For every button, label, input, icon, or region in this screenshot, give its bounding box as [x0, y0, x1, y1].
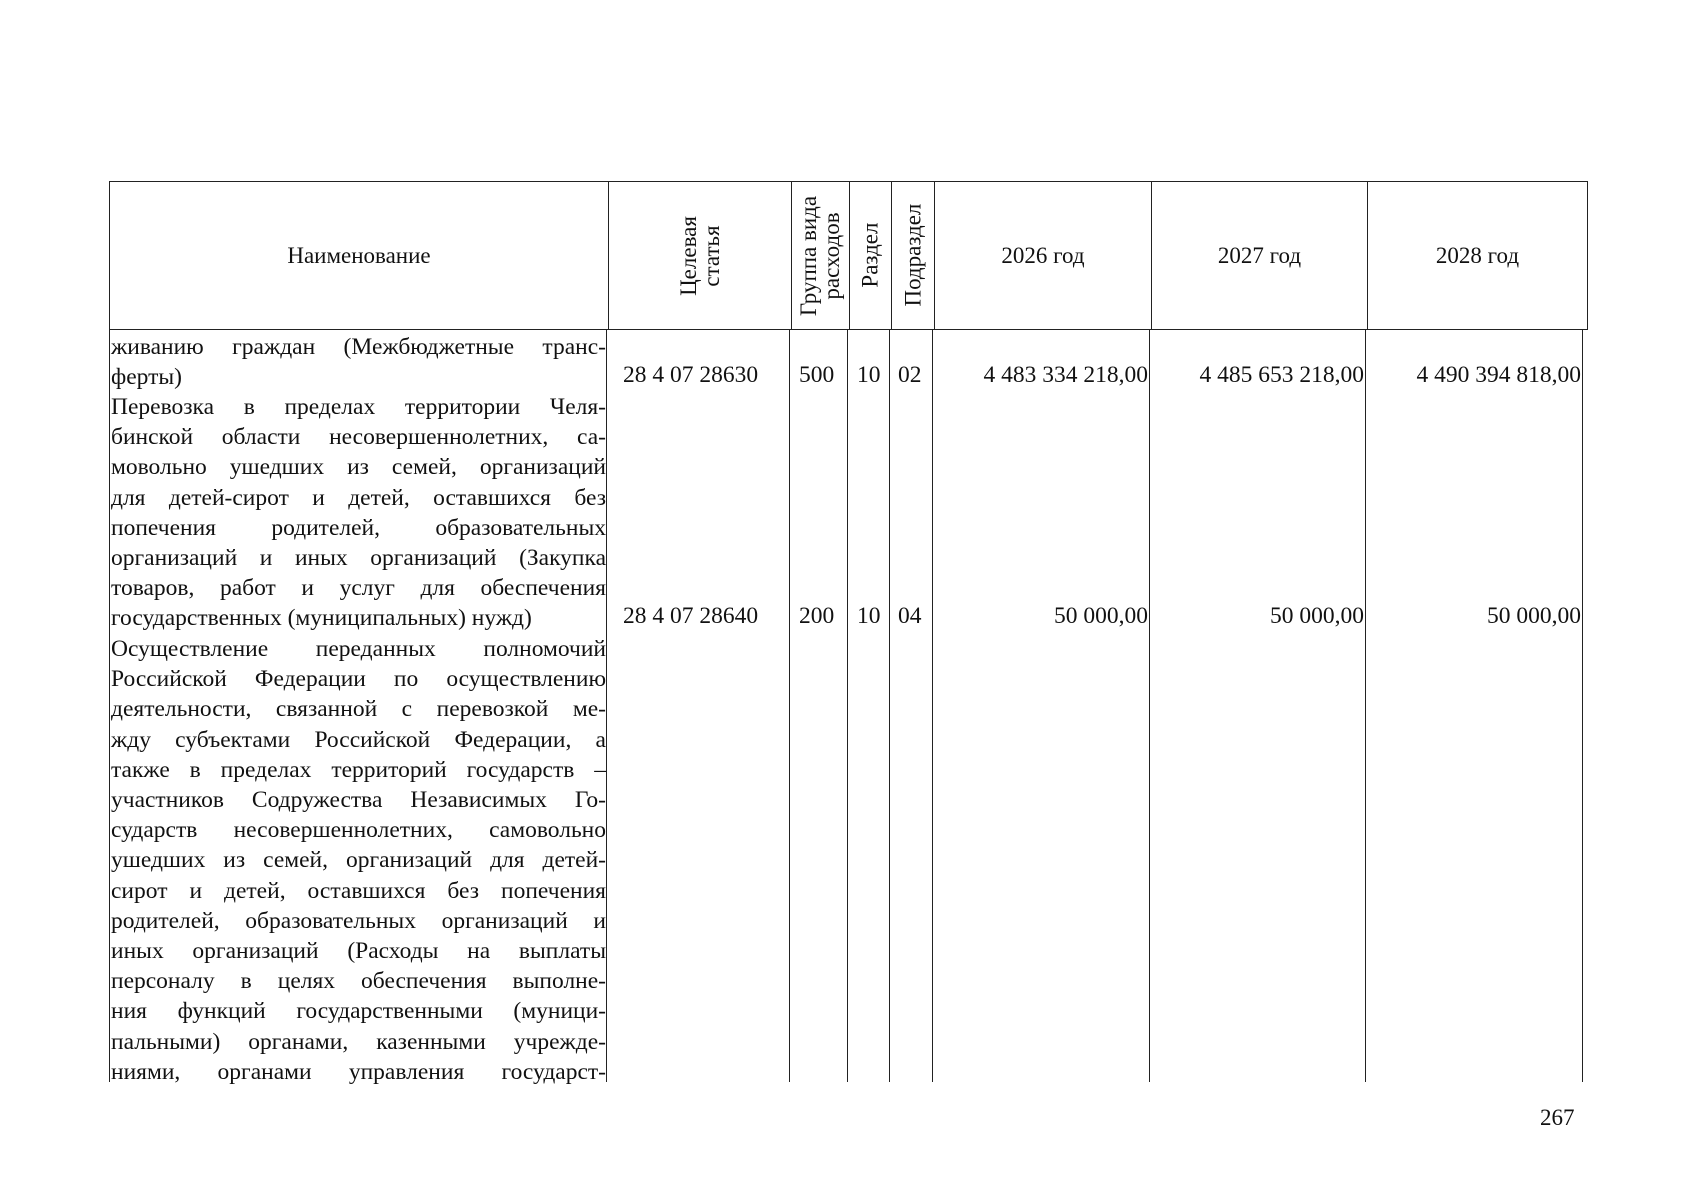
row-3-name-line-8: ушедших из семей, организаций для детей-	[111, 847, 606, 874]
header-expense-group-line-2: расходов	[819, 211, 845, 300]
header-section-label: Раздел	[857, 222, 883, 289]
row-1-2027: 4 485 653 218,00	[1199, 362, 1364, 388]
row-3-name-line-13: ния функций государственными (муници-	[111, 998, 606, 1025]
row-3-name-line-10: родителей, образовательных организаций и	[111, 907, 606, 934]
row-3-name-line-2: Российской Федерации по осуществлению	[111, 666, 606, 693]
rule-after-name	[606, 330, 607, 1082]
header-year-2026	[935, 182, 1152, 329]
row-2-2026: 50 000,00	[1054, 603, 1148, 629]
row-3-name	[111, 634, 606, 1087]
row-3-name-line-11: иных организаций (Расходы на выплаты	[111, 938, 606, 965]
header-target-article-line-1: Целевая	[675, 215, 701, 296]
header-subsection	[892, 182, 935, 329]
row-3-name-line-3: деятельности, связанной с перевозкой ме-	[111, 696, 606, 723]
header-target-article	[609, 182, 792, 329]
row-2-name-line-6: организаций и иных организаций (Закупка	[111, 545, 606, 572]
rule-after-subsection	[932, 330, 933, 1082]
header-expense-group-label	[798, 195, 844, 315]
row-2-2028: 50 000,00	[1487, 603, 1581, 629]
row-3-name-line-6: участников Содружества Независимых Го-	[111, 787, 606, 814]
row-1-section: 10	[857, 362, 881, 388]
row-3-name-line-7: сударств несовершеннолетних, самовольно	[111, 817, 606, 844]
row-1-name-line-2: ферты)	[111, 364, 182, 391]
rule-after-2027	[1365, 330, 1366, 1082]
rule-right	[1582, 330, 1583, 1082]
header-name-label: Наименование	[287, 242, 431, 268]
row-2-subsection: 04	[898, 603, 922, 629]
header-name	[110, 182, 609, 329]
row-1-name	[111, 332, 606, 392]
page-number: 267	[1540, 1105, 1575, 1130]
row-2-2027: 50 000,00	[1270, 603, 1364, 629]
row-3-name-line-15: ниями, органами управления государст-	[111, 1058, 606, 1085]
header-subsection-label: Подраздел	[899, 204, 925, 307]
row-2-name-line-4: для детей-сирот и детей, оставшихся без	[111, 484, 606, 511]
row-3-name-line-1: Осуществление переданных полномочий	[111, 636, 606, 662]
rule-left	[109, 330, 110, 1082]
row-1-target-article: 28 4 07 28630	[623, 362, 759, 388]
header-target-article-label	[677, 216, 723, 296]
header-year-2026-label: 2026 год	[1001, 242, 1085, 268]
row-1-2028: 4 490 394 818,00	[1416, 362, 1581, 388]
row-3-name-line-5: также в пределах территорий государств –	[111, 756, 606, 783]
row-2-name	[111, 392, 606, 634]
row-1-expense-group: 500	[799, 362, 835, 388]
row-1-2026: 4 483 334 218,00	[983, 362, 1148, 388]
row-3-name-line-12: персоналу в целях обеспечения выполне-	[111, 968, 606, 995]
row-2-name-line-1: Перевозка в пределах территории Челя-	[111, 394, 606, 420]
header-expense-group-line-1: Группа вида	[796, 195, 822, 316]
table-header	[109, 181, 1588, 330]
header-year-2028	[1368, 182, 1587, 329]
header-target-article-line-2: статья	[698, 224, 724, 287]
row-2-name-line-3: мовольно ушедших из семей, организаций	[111, 454, 606, 481]
rule-after-group	[847, 330, 848, 1082]
row-3-name-line-14: пальными) органами, казенными учрежде-	[111, 1028, 606, 1055]
row-2-section: 10	[857, 603, 881, 629]
row-2-expense-group: 200	[799, 603, 835, 629]
header-section	[850, 182, 892, 329]
row-1-subsection: 02	[898, 362, 922, 388]
row-2-name-line-8: государственных (муниципальных) нужд)	[111, 605, 532, 632]
row-2-name-line-2: бинской области несовершеннолетних, са-	[111, 424, 606, 451]
row-2-name-line-5: попечения родителей, образовательных	[111, 514, 606, 541]
rule-after-section	[889, 330, 890, 1082]
header-year-2027-label: 2027 год	[1217, 242, 1302, 268]
header-year-2028-label: 2028 год	[1435, 242, 1520, 268]
row-2-name-line-7: товаров, работ и услуг для обеспечения	[111, 575, 606, 602]
header-year-2027	[1152, 182, 1368, 329]
rule-after-2026	[1149, 330, 1150, 1082]
row-3-name-line-9: сирот и детей, оставшихся без попечения	[111, 877, 606, 904]
row-2-target-article: 28 4 07 28640	[623, 603, 759, 629]
row-1-name-line-1: живанию граждан (Межбюджетные транс-	[111, 334, 606, 360]
rule-after-target	[789, 330, 790, 1082]
header-expense-group	[792, 182, 850, 329]
row-3-name-line-4: жду субъектами Российской Федерации, а	[111, 726, 606, 753]
